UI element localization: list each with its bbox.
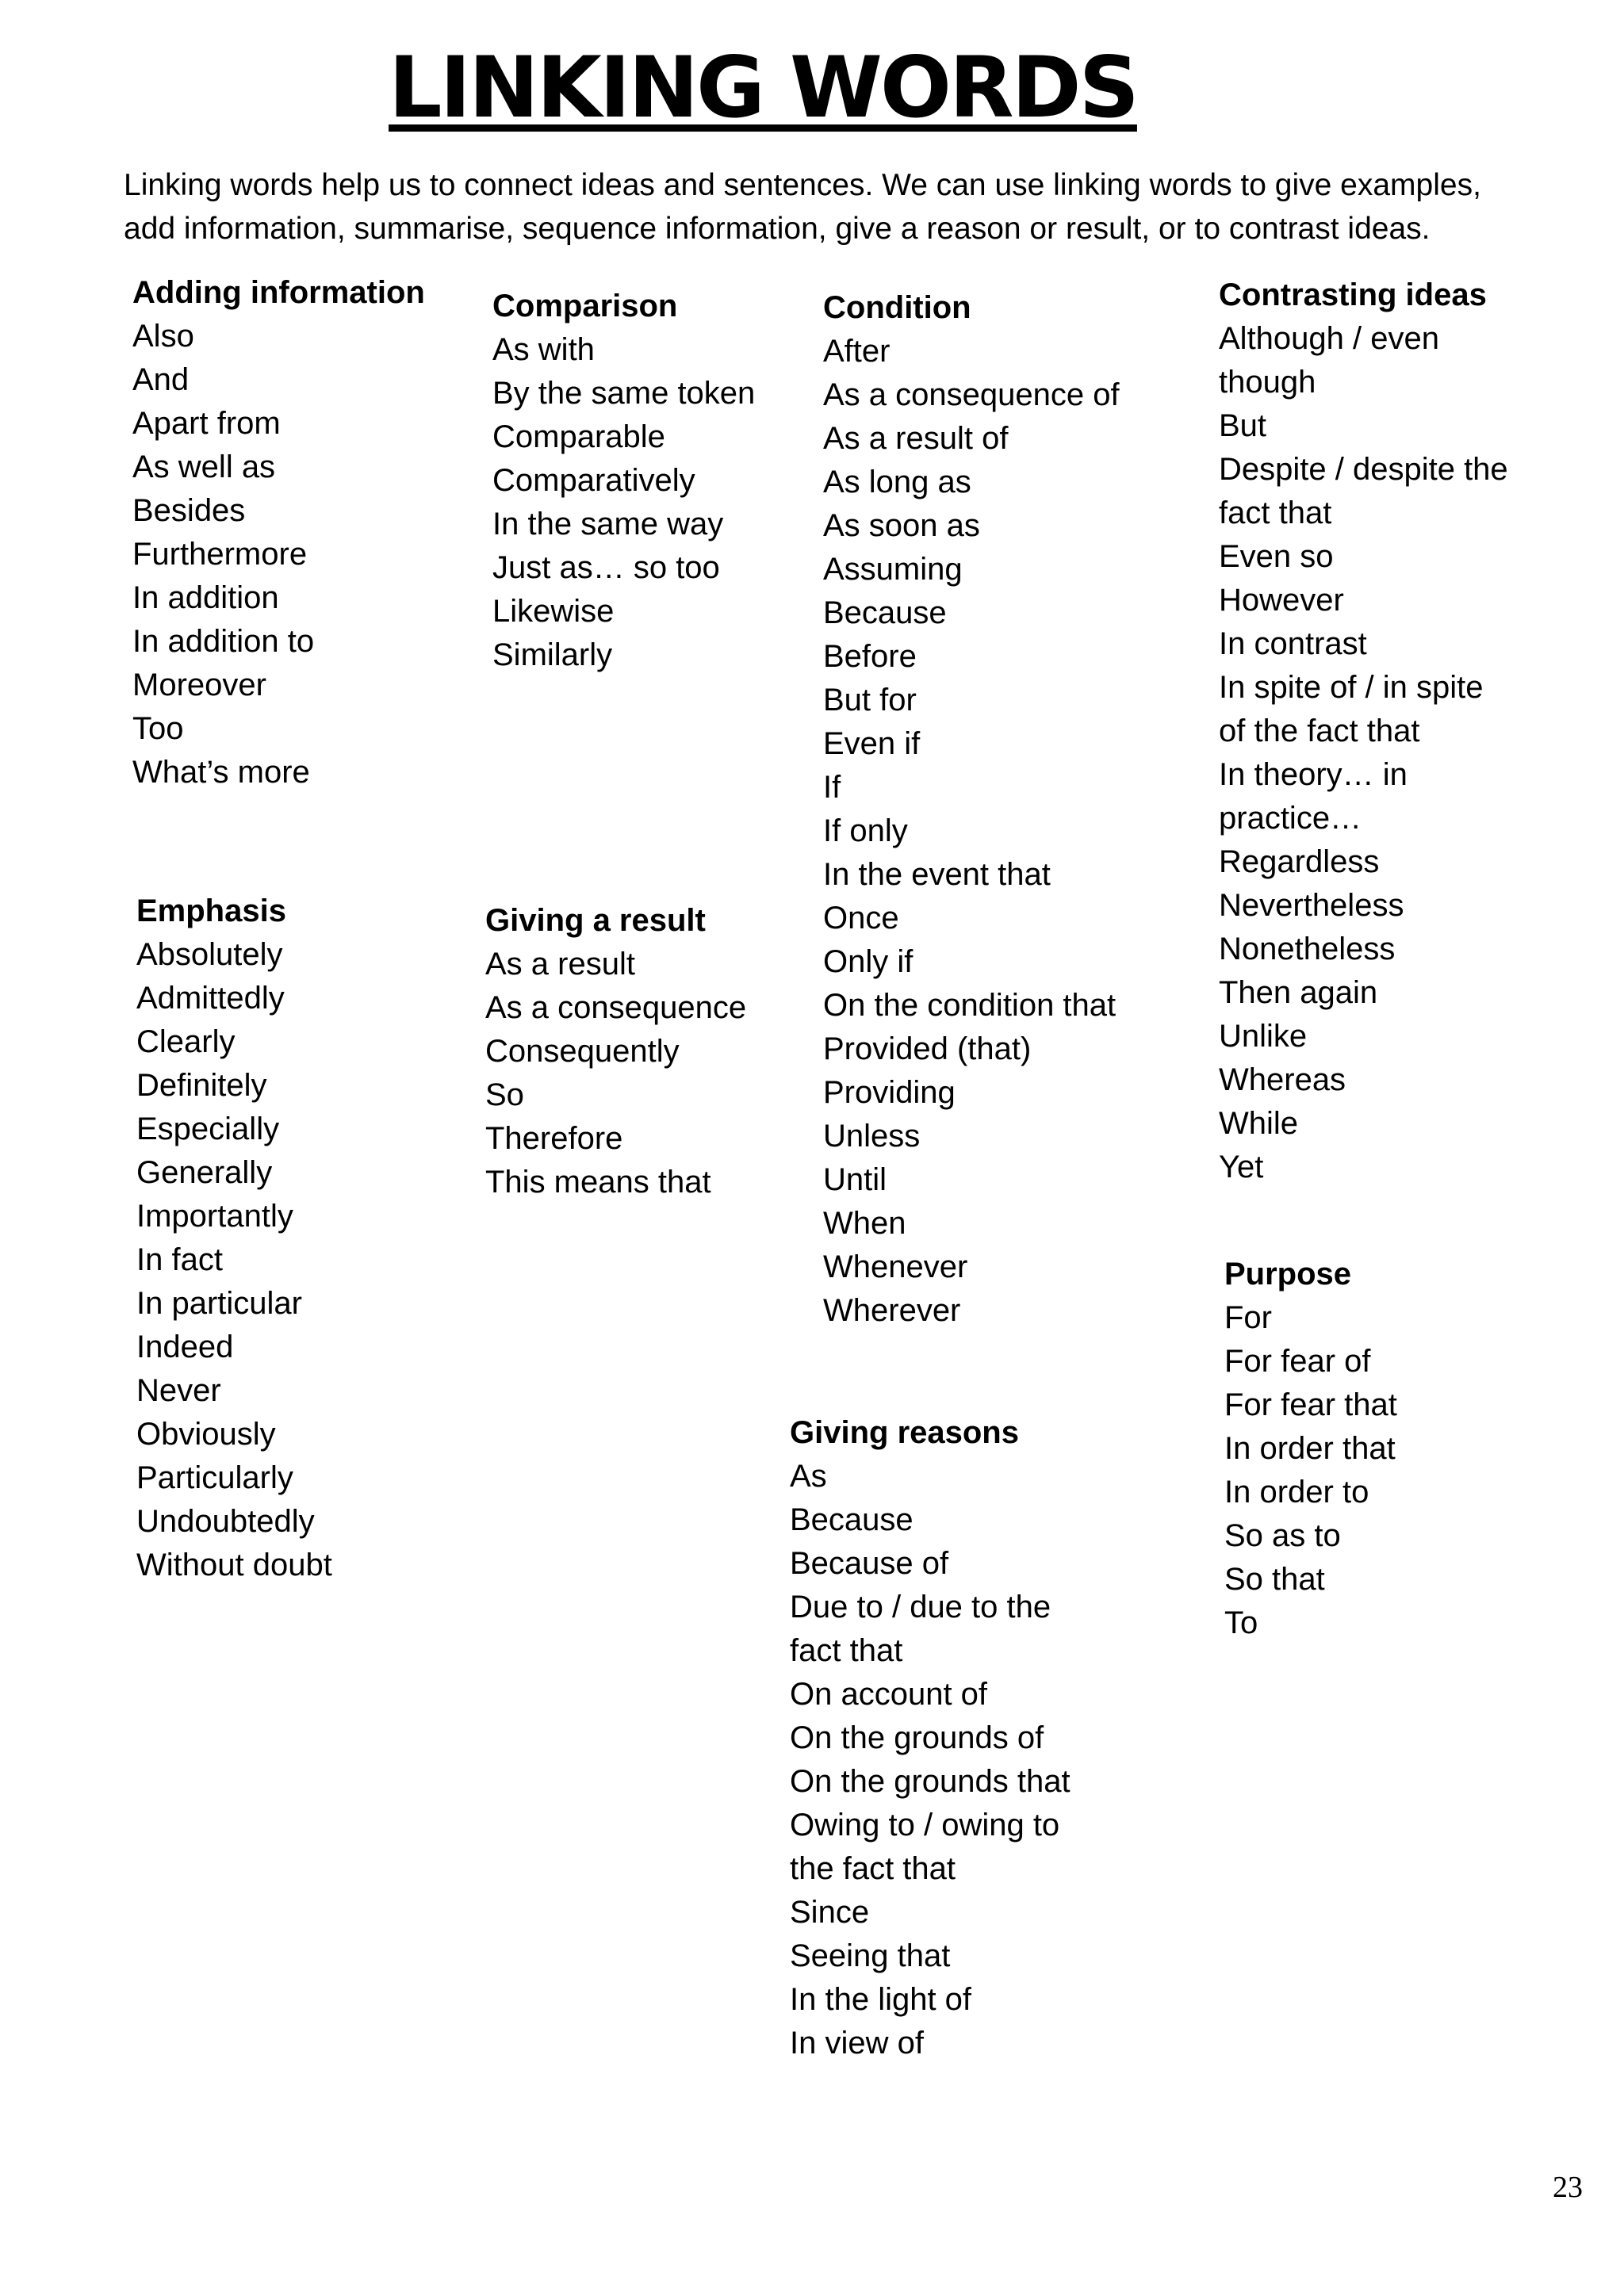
- group-adding-information: [132, 271, 425, 794]
- list-item: Yet: [1219, 1150, 1264, 1184]
- list-item: Definitely: [136, 1068, 267, 1103]
- list-item: Whenever: [823, 1249, 968, 1284]
- page-title: LINKING WORDS: [389, 39, 1137, 136]
- list-item: In the event that: [823, 857, 1051, 892]
- list-item: As a result of: [823, 421, 1009, 456]
- list-item: Especially: [136, 1112, 280, 1146]
- list-item: Wherever: [823, 1293, 961, 1328]
- word-list: [823, 330, 1120, 1333]
- list-item: In addition to: [132, 624, 315, 659]
- page-number: 23: [1553, 2171, 1583, 2204]
- list-item: Apart from: [132, 406, 281, 441]
- list-item: Once: [823, 901, 899, 936]
- list-item: Because: [823, 595, 947, 630]
- list-item: In order to: [1224, 1475, 1369, 1510]
- list-item: Generally: [136, 1155, 273, 1190]
- list-item: Comparable: [492, 419, 665, 454]
- list-item: Importantly: [136, 1199, 293, 1234]
- list-item: On the condition that: [823, 988, 1116, 1023]
- list-item: Assuming: [823, 552, 963, 587]
- list-item: of the fact that: [1219, 714, 1420, 748]
- list-item: As: [790, 1459, 827, 1494]
- list-item: So: [485, 1077, 524, 1112]
- group-contrasting-ideas: [1219, 274, 1508, 1189]
- word-list: [1219, 317, 1508, 1189]
- group-condition: [823, 286, 1120, 1333]
- list-item: As soon as: [823, 508, 980, 543]
- word-list: [1224, 1296, 1397, 1645]
- list-item: Clearly: [136, 1024, 236, 1059]
- list-item: If: [823, 770, 841, 805]
- list-item: As long as: [823, 465, 971, 499]
- list-item: By the same token: [492, 376, 756, 411]
- list-item: Too: [132, 711, 184, 746]
- list-item: Due to / due to the: [790, 1590, 1051, 1624]
- list-item: On account of: [790, 1677, 988, 1712]
- list-item: Only if: [823, 944, 914, 979]
- list-item: Furthermore: [132, 537, 308, 572]
- list-item: While: [1219, 1106, 1299, 1141]
- list-item: Provided (that): [823, 1031, 1032, 1066]
- list-item: For: [1224, 1300, 1272, 1335]
- group-heading: Emphasis: [136, 894, 286, 928]
- list-item: When: [823, 1206, 906, 1241]
- list-item: practice…: [1219, 801, 1362, 836]
- group-heading: Adding information: [132, 275, 425, 310]
- group-purpose: [1224, 1253, 1397, 1645]
- list-item: Seeing that: [790, 1938, 951, 1973]
- list-item: Just as… so too: [492, 550, 720, 585]
- intro-paragraph: [124, 163, 1551, 251]
- list-item: fact that: [790, 1633, 903, 1668]
- list-item: In contrast: [1219, 626, 1367, 661]
- list-item: So as to: [1224, 1518, 1341, 1553]
- list-item: However: [1219, 583, 1344, 618]
- list-item: Undoubtedly: [136, 1504, 315, 1539]
- group-comparison: [492, 285, 755, 677]
- list-item: For fear of: [1224, 1344, 1371, 1379]
- list-item: Also: [132, 319, 194, 354]
- list-item: For fear that: [1224, 1387, 1397, 1422]
- list-item: Without doubt: [136, 1548, 332, 1582]
- list-item: In spite of / in spite: [1219, 670, 1484, 705]
- word-list: [136, 933, 332, 1587]
- word-list: [492, 328, 755, 677]
- list-item: Indeed: [136, 1330, 234, 1364]
- list-item: In theory… in: [1219, 757, 1408, 792]
- group-heading: Purpose: [1224, 1257, 1352, 1292]
- list-item: But for: [823, 683, 917, 718]
- intro-line-2: add information, summarise, sequence information, give a reason or result, or to contrast ideas.: [124, 212, 1431, 246]
- list-item: And: [132, 362, 190, 397]
- list-item: Whereas: [1219, 1062, 1346, 1097]
- list-item: What’s more: [132, 755, 310, 790]
- list-item: In the same way: [492, 507, 724, 541]
- group-heading: Contrasting ideas: [1219, 277, 1487, 312]
- list-item: Providing: [823, 1075, 956, 1110]
- list-item: Because: [790, 1502, 914, 1537]
- list-item: As with: [492, 332, 595, 367]
- list-item: Likewise: [492, 594, 615, 629]
- group-heading: Giving a result: [485, 903, 706, 938]
- list-item: Nevertheless: [1219, 888, 1404, 923]
- list-item: If only: [823, 813, 908, 848]
- list-item: As a consequence: [485, 990, 747, 1025]
- list-item: In fact: [136, 1242, 223, 1277]
- list-item: As a consequence of: [823, 377, 1120, 412]
- list-item: Despite / despite the: [1219, 452, 1508, 487]
- list-item: This means that: [485, 1165, 711, 1200]
- list-item: Particularly: [136, 1460, 293, 1495]
- list-item: To: [1224, 1605, 1258, 1640]
- list-item: In order that: [1224, 1431, 1396, 1466]
- list-item: Therefore: [485, 1121, 623, 1156]
- list-item: So that: [1224, 1562, 1325, 1597]
- list-item: Although / even: [1219, 321, 1439, 356]
- group-heading: Comparison: [492, 289, 678, 323]
- list-item: Unless: [823, 1119, 921, 1154]
- list-item: In particular: [136, 1286, 302, 1321]
- list-item: Unlike: [1219, 1019, 1308, 1054]
- list-item: fact that: [1219, 496, 1332, 530]
- list-item: Absolutely: [136, 937, 283, 972]
- list-item: Comparatively: [492, 463, 695, 498]
- group-giving-reasons: [790, 1411, 1071, 2065]
- group-emphasis: [136, 890, 332, 1587]
- list-item: In the light of: [790, 1982, 972, 2017]
- list-item: Moreover: [132, 668, 266, 702]
- list-item: Then again: [1219, 975, 1378, 1010]
- list-item: As a result: [485, 947, 635, 982]
- list-item: Admittedly: [136, 981, 285, 1016]
- word-list: [132, 315, 425, 794]
- group-heading: Giving reasons: [790, 1415, 1019, 1450]
- list-item: Even so: [1219, 539, 1334, 574]
- list-item: Even if: [823, 726, 921, 761]
- intro-line-1: Linking words help us to connect ideas and sentences. We can use linking words to give examples,: [124, 168, 1481, 202]
- list-item: the fact that: [790, 1851, 956, 1886]
- list-item: Besides: [132, 493, 246, 528]
- list-item: As well as: [132, 450, 276, 484]
- list-item: But: [1219, 408, 1267, 443]
- list-item: Until: [823, 1162, 887, 1197]
- list-item: Obviously: [136, 1417, 276, 1452]
- list-item: On the grounds of: [790, 1720, 1044, 1755]
- list-item: Because of: [790, 1546, 949, 1581]
- word-list: [790, 1455, 1071, 2065]
- list-item: In addition: [132, 580, 279, 615]
- list-item: Nonetheless: [1219, 932, 1396, 966]
- list-item: Never: [136, 1373, 221, 1408]
- list-item: Similarly: [492, 637, 613, 672]
- list-item: After: [823, 334, 891, 369]
- group-heading: Condition: [823, 290, 971, 325]
- list-item: Since: [790, 1895, 870, 1930]
- list-item: Regardless: [1219, 844, 1380, 879]
- list-item: Consequently: [485, 1034, 680, 1069]
- list-item: Owing to / owing to: [790, 1808, 1060, 1843]
- list-item: In view of: [790, 2026, 924, 2061]
- word-list: [485, 943, 746, 1204]
- list-item: On the grounds that: [790, 1764, 1071, 1799]
- list-item: though: [1219, 365, 1316, 400]
- group-giving-a-result: [485, 899, 746, 1204]
- list-item: Before: [823, 639, 917, 674]
